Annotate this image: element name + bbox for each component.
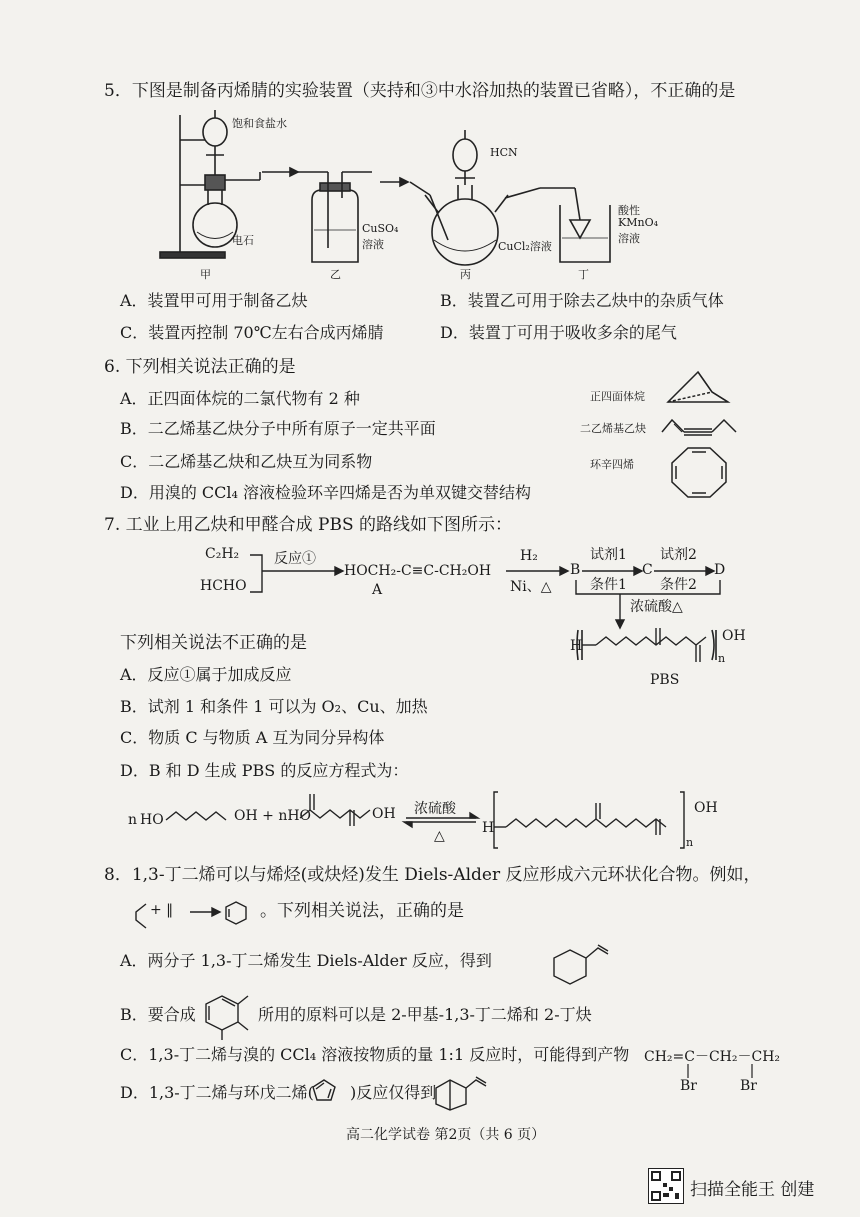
eq-ho: HO (140, 812, 164, 828)
scheme-product-a: HOCH₂-C≡C-CH₂OH (344, 563, 492, 579)
label-cuso4-sol: 溶液 (362, 238, 384, 251)
q6-option-c[interactable]: C．二乙烯基乙炔和乙炔互为同系物 (120, 452, 373, 471)
scheme-conc-acid: 浓硫酸△ (630, 599, 683, 615)
eq-oh: OH (694, 800, 718, 816)
q8-c-formula: CH₂=C－CH₂－CH₂ (644, 1049, 781, 1065)
label-tetrahedrane: 正四面体烷 (590, 390, 645, 403)
scheme-h2: H₂ (520, 548, 538, 564)
q8-option-b2[interactable]: 所用的原料可以是 2-甲基-1,3-丁二烯和 2-丁炔 (258, 1005, 592, 1024)
label-cucl2: CuCl₂溶液 (498, 240, 552, 253)
qr-code-icon (648, 1168, 684, 1204)
eq-n: n (686, 836, 694, 849)
scheme-pbs: PBS (650, 672, 680, 688)
scheme-d: D (714, 562, 726, 578)
scheme-cond2: 条件2 (660, 577, 697, 593)
q7-option-a[interactable]: A．反应①属于加成反应 (120, 665, 292, 684)
scheme-a: A (372, 582, 383, 598)
q8-stem: 8．1,3-丁二烯可以与烯烃(或炔烃)发生 Diels-Alder 反应形成六元环状化合物。例如， (104, 865, 761, 885)
q5-option-c[interactable]: C．装置丙控制 70℃左右合成丙烯腈 (120, 323, 384, 342)
q8-option-b1[interactable]: B．要合成 (120, 1005, 196, 1024)
label-brine: 饱和食盐水 (232, 117, 287, 130)
q7-sub: 下列相关说法不正确的是 (120, 633, 307, 653)
q7-option-c[interactable]: C．物质 C 与物质 A 互为同分异构体 (120, 728, 385, 747)
q7-option-d[interactable]: D．B 和 D 生成 PBS 的反应方程式为： (120, 761, 409, 780)
label-kmno4-sol: 溶液 (618, 232, 640, 245)
label-kmno4: KMnO₄ (618, 216, 658, 229)
scheme-ni: Ni、△ (510, 579, 552, 595)
label-yi: 乙 (330, 268, 341, 281)
scheme-reagent2: 试剂2 (660, 547, 697, 563)
scheme-oh: OH (722, 628, 746, 644)
q8-option-d2[interactable]: )反应仅得到 (350, 1083, 437, 1102)
scheme-reagent1: 试剂1 (590, 547, 627, 563)
eq-acid: 浓硫酸 (414, 801, 456, 817)
q5-option-a[interactable]: A．装置甲可用于制备乙炔 (120, 291, 308, 310)
q7-option-b[interactable]: B．试剂 1 和条件 1 可以为 O₂、Cu、加热 (120, 697, 428, 716)
label-hcn: HCN (490, 146, 518, 159)
q5-option-b[interactable]: B．装置乙可用于除去乙炔中的杂质气体 (440, 291, 724, 310)
eq-heat: △ (434, 828, 445, 844)
label-cuso4: CuSO₄ (362, 222, 399, 235)
q8-stem2: 。下列相关说法，正确的是 (260, 901, 464, 921)
q5-option-d[interactable]: D．装置丁可用于吸收多余的尾气 (440, 323, 677, 342)
scheme-c: C (642, 562, 653, 578)
q8-option-c[interactable]: C．1,3-丁二烯与溴的 CCl₄ 溶液按物质的量 1:1 反应时，可能得到产物 (120, 1045, 630, 1064)
label-acidic: 酸性 (618, 204, 640, 217)
scheme-n: n (718, 652, 726, 665)
label-jia: 甲 (200, 268, 211, 281)
scheme-cond1: 条件1 (590, 577, 627, 593)
q8-option-a[interactable]: A．两分子 1,3-丁二烯发生 Diels-Alder 反应，得到 (120, 951, 492, 970)
label-bing: 丙 (460, 268, 471, 281)
q6-stem: 6. 下列相关说法正确的是 (104, 357, 296, 377)
q6-option-d[interactable]: D．用溴的 CCl₄ 溶液检验环辛四烯是否为单双键交替结构 (120, 483, 532, 502)
label-divinylacetylene: 二乙烯基乙炔 (580, 422, 646, 435)
scanner-watermark: 扫描全能王 创建 (690, 1180, 815, 1200)
q8-plus: + ‖ (150, 902, 174, 918)
q7-stem: 7. 工业上用乙炔和甲醛合成 PBS 的路线如下图所示： (104, 515, 513, 535)
eq-oh-plus: OH + nHO (234, 808, 312, 824)
eq-n1: n (128, 812, 138, 828)
q8-option-d1[interactable]: D．1,3-丁二烯与环戊二烯( (120, 1083, 314, 1102)
scheme-reaction1: 反应① (274, 551, 316, 567)
q8-c-br2: Br (740, 1078, 757, 1094)
scheme-hcho: HCHO (200, 578, 247, 594)
scheme-c2h2: C₂H₂ (205, 546, 240, 562)
q5-stem: 5．下图是制备丙烯腈的实验装置（夹持和③中水浴加热的装置已省略），不正确的是 (104, 81, 736, 101)
eq-h: H (482, 820, 495, 836)
label-carbide: 电石 (232, 234, 254, 247)
label-ding: 丁 (578, 268, 589, 281)
q6-option-b[interactable]: B．二乙烯基乙炔分子中所有原子一定共平面 (120, 419, 436, 438)
q8-c-br1: Br (680, 1078, 697, 1094)
eq-oh-end: OH (372, 806, 396, 822)
scheme-h: H (570, 638, 583, 654)
label-cyclooctatetraene: 环辛四烯 (590, 458, 634, 471)
page-footer: 高二化学试卷 第2页（共 6 页） (346, 1127, 546, 1143)
scheme-b: B (570, 562, 581, 578)
q6-option-a[interactable]: A．正四面体烷的二氯代物有 2 种 (120, 389, 360, 408)
